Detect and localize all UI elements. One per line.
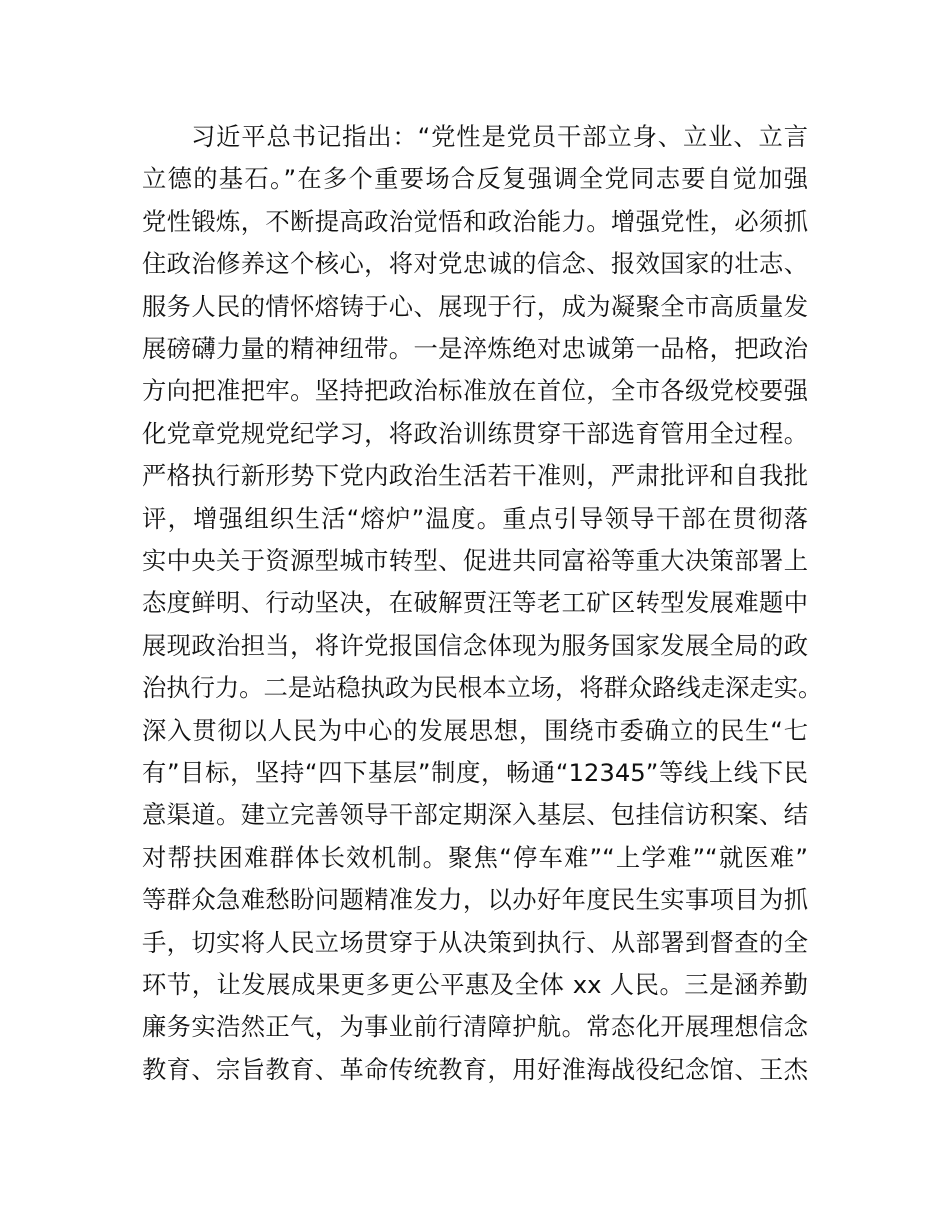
paragraph-line: 有”目标，坚持“四下基层”制度，畅通“12345”等线上线下民 [142, 758, 808, 787]
paragraph-line: 严格执行新形势下党内政治生活若干准则，严肃批评和自我批 [142, 461, 808, 491]
paragraph-line: 环节，让发展成果更多更公平惠及全体 xx 人民。三是涵养勤 [142, 970, 808, 999]
paragraph-line: 住政治修养这个核心，将对党忠诚的信念、报效国家的壮志、 [142, 249, 808, 279]
paragraph-line: 评，增强组织生活“熔炉”温度。重点引导领导干部在贯彻落 [142, 503, 808, 533]
paragraph-line: 立德的基石。”在多个重要场合反复强调全党同志要自觉加强 [142, 164, 808, 194]
paragraph-line: 化党章党规党纪学习，将政治训练贯穿干部选育管用全过程。 [142, 418, 808, 448]
paragraph-line: 展磅礴力量的精神纽带。一是淬炼绝对忠诚第一品格，把政治 [142, 334, 808, 363]
paragraph-line: 展现政治担当，将许党报国信念体现为服务国家发展全局的政 [142, 630, 808, 660]
paragraph-line: 实中央关于资源型城市转型、促进共同富裕等重大决策部署上 [142, 546, 808, 575]
paragraph-line: 习近平总书记指出：“党性是党员干部立身、立业、立言 [191, 122, 808, 151]
paragraph-line: 方向把准把牢。坚持把政治标准放在首位，全市各级党校要强 [142, 376, 808, 406]
paragraph-line: 治执行力。二是站稳执政为民根本立场，将群众路线走深走实。 [142, 673, 823, 703]
paragraph-line: 态度鲜明、行动坚决，在破解贾汪等老工矿区转型发展难题中 [142, 588, 808, 618]
paragraph-line: 对帮扶困难群体长效机制。聚焦“停车难”“上学难”“就医难” [142, 842, 808, 872]
paragraph-line: 意渠道。建立完善领导干部定期深入基层、包挂信访积案、结 [142, 800, 808, 830]
paragraph-line: 服务人民的情怀熔铸于心、展现于行，成为凝聚全市高质量发 [142, 291, 808, 321]
paragraph-line: 党性锻炼，不断提高政治觉悟和政治能力。增强党性，必须抓 [142, 206, 808, 236]
paragraph-line: 教育、宗旨教育、革命传统教育，用好淮海战役纪念馆、王杰 [142, 1054, 808, 1084]
paragraph-line: 等群众急难愁盼问题精准发力，以办好年度民生实事项目为抓 [142, 885, 808, 915]
paragraph-line: 深入贯彻以人民为中心的发展思想，围绕市委确立的民生“七 [142, 715, 808, 745]
paragraph-line: 廉务实浩然正气，为事业前行清障护航。常态化开展理想信念 [142, 1012, 808, 1042]
paragraph-line: 手，切实将人民立场贯穿于从决策到执行、从部署到督查的全 [142, 927, 808, 957]
